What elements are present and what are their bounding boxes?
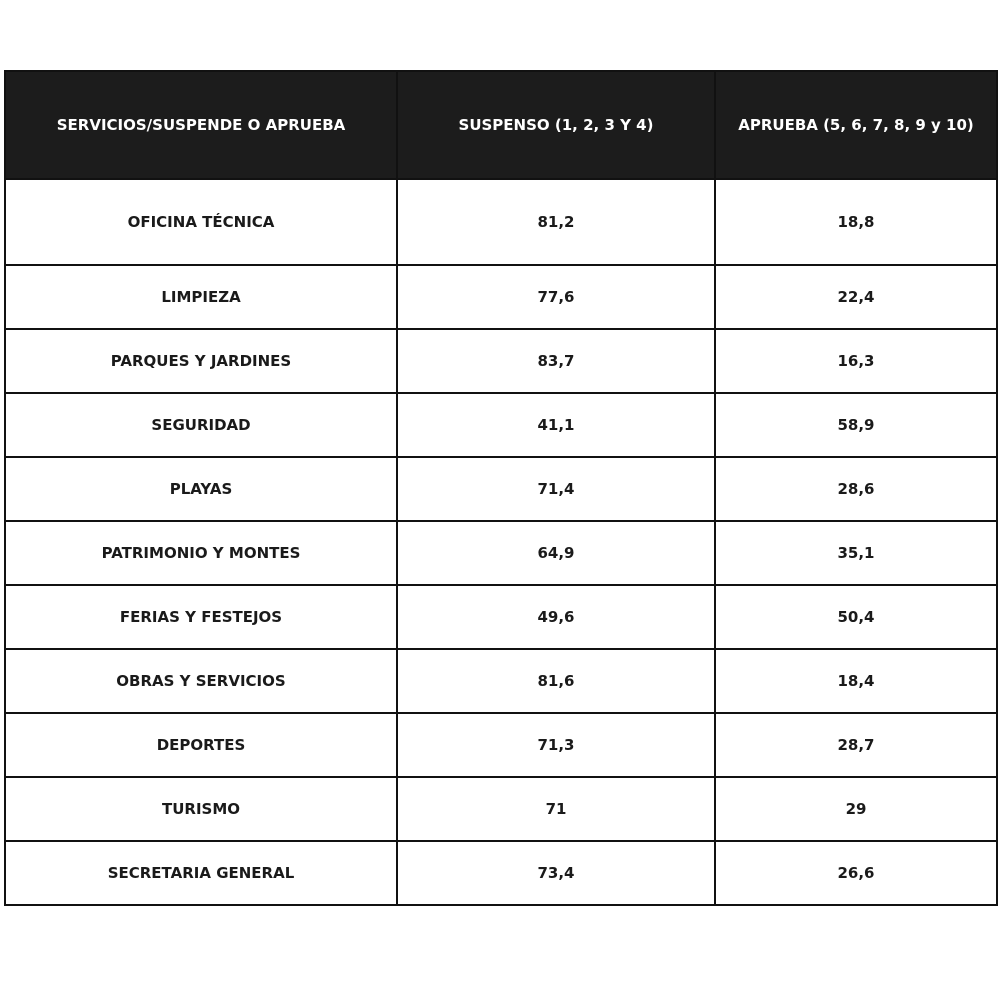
- aprueba-value-cell: 26,6: [715, 841, 997, 905]
- suspenso-value-cell: 71: [397, 777, 715, 841]
- suspenso-value-cell: 49,6: [397, 585, 715, 649]
- service-name-cell: OBRAS Y SERVICIOS: [5, 649, 397, 713]
- service-name-cell: PATRIMONIO Y MONTES: [5, 521, 397, 585]
- table-row: [5, 841, 997, 905]
- suspenso-value-cell: 77,6: [397, 265, 715, 329]
- table-row: [5, 393, 997, 457]
- aprueba-value-cell: 35,1: [715, 521, 997, 585]
- table-body: [5, 179, 997, 905]
- suspenso-value-cell: 73,4: [397, 841, 715, 905]
- results-table-container: [4, 70, 996, 906]
- service-name-cell: TURISMO: [5, 777, 397, 841]
- suspenso-value-cell: 64,9: [397, 521, 715, 585]
- service-name-cell: PLAYAS: [5, 457, 397, 521]
- suspenso-value-cell: 71,3: [397, 713, 715, 777]
- header-aprueba: APRUEBA (5, 6, 7, 8, 9 y 10): [715, 71, 997, 179]
- aprueba-value-cell: 29: [715, 777, 997, 841]
- table-row: [5, 585, 997, 649]
- table-row: [5, 649, 997, 713]
- aprueba-value-cell: 16,3: [715, 329, 997, 393]
- table-row: [5, 521, 997, 585]
- aprueba-value-cell: 28,7: [715, 713, 997, 777]
- header-suspenso: SUSPENSO (1, 2, 3 Y 4): [397, 71, 715, 179]
- table-header: [5, 71, 997, 179]
- suspenso-value-cell: 83,7: [397, 329, 715, 393]
- service-name-cell: SEGURIDAD: [5, 393, 397, 457]
- table-row: [5, 777, 997, 841]
- table-row: [5, 265, 997, 329]
- service-name-cell: PARQUES Y JARDINES: [5, 329, 397, 393]
- table-row: [5, 329, 997, 393]
- service-name-cell: LIMPIEZA: [5, 265, 397, 329]
- table-row: [5, 713, 997, 777]
- suspenso-value-cell: 71,4: [397, 457, 715, 521]
- table-row: [5, 179, 997, 265]
- aprueba-value-cell: 18,4: [715, 649, 997, 713]
- suspenso-value-cell: 81,6: [397, 649, 715, 713]
- aprueba-value-cell: 50,4: [715, 585, 997, 649]
- suspenso-value-cell: 41,1: [397, 393, 715, 457]
- aprueba-value-cell: 58,9: [715, 393, 997, 457]
- header-row: [5, 71, 997, 179]
- header-servicios: SERVICIOS/SUSPENDE O APRUEBA: [5, 71, 397, 179]
- aprueba-value-cell: 28,6: [715, 457, 997, 521]
- service-name-cell: DEPORTES: [5, 713, 397, 777]
- table-row: [5, 457, 997, 521]
- service-name-cell: SECRETARIA GENERAL: [5, 841, 397, 905]
- aprueba-value-cell: 22,4: [715, 265, 997, 329]
- service-name-cell: OFICINA TÉCNICA: [5, 179, 397, 265]
- results-table: [4, 70, 998, 906]
- aprueba-value-cell: 18,8: [715, 179, 997, 265]
- suspenso-value-cell: 81,2: [397, 179, 715, 265]
- service-name-cell: FERIAS Y FESTEJOS: [5, 585, 397, 649]
